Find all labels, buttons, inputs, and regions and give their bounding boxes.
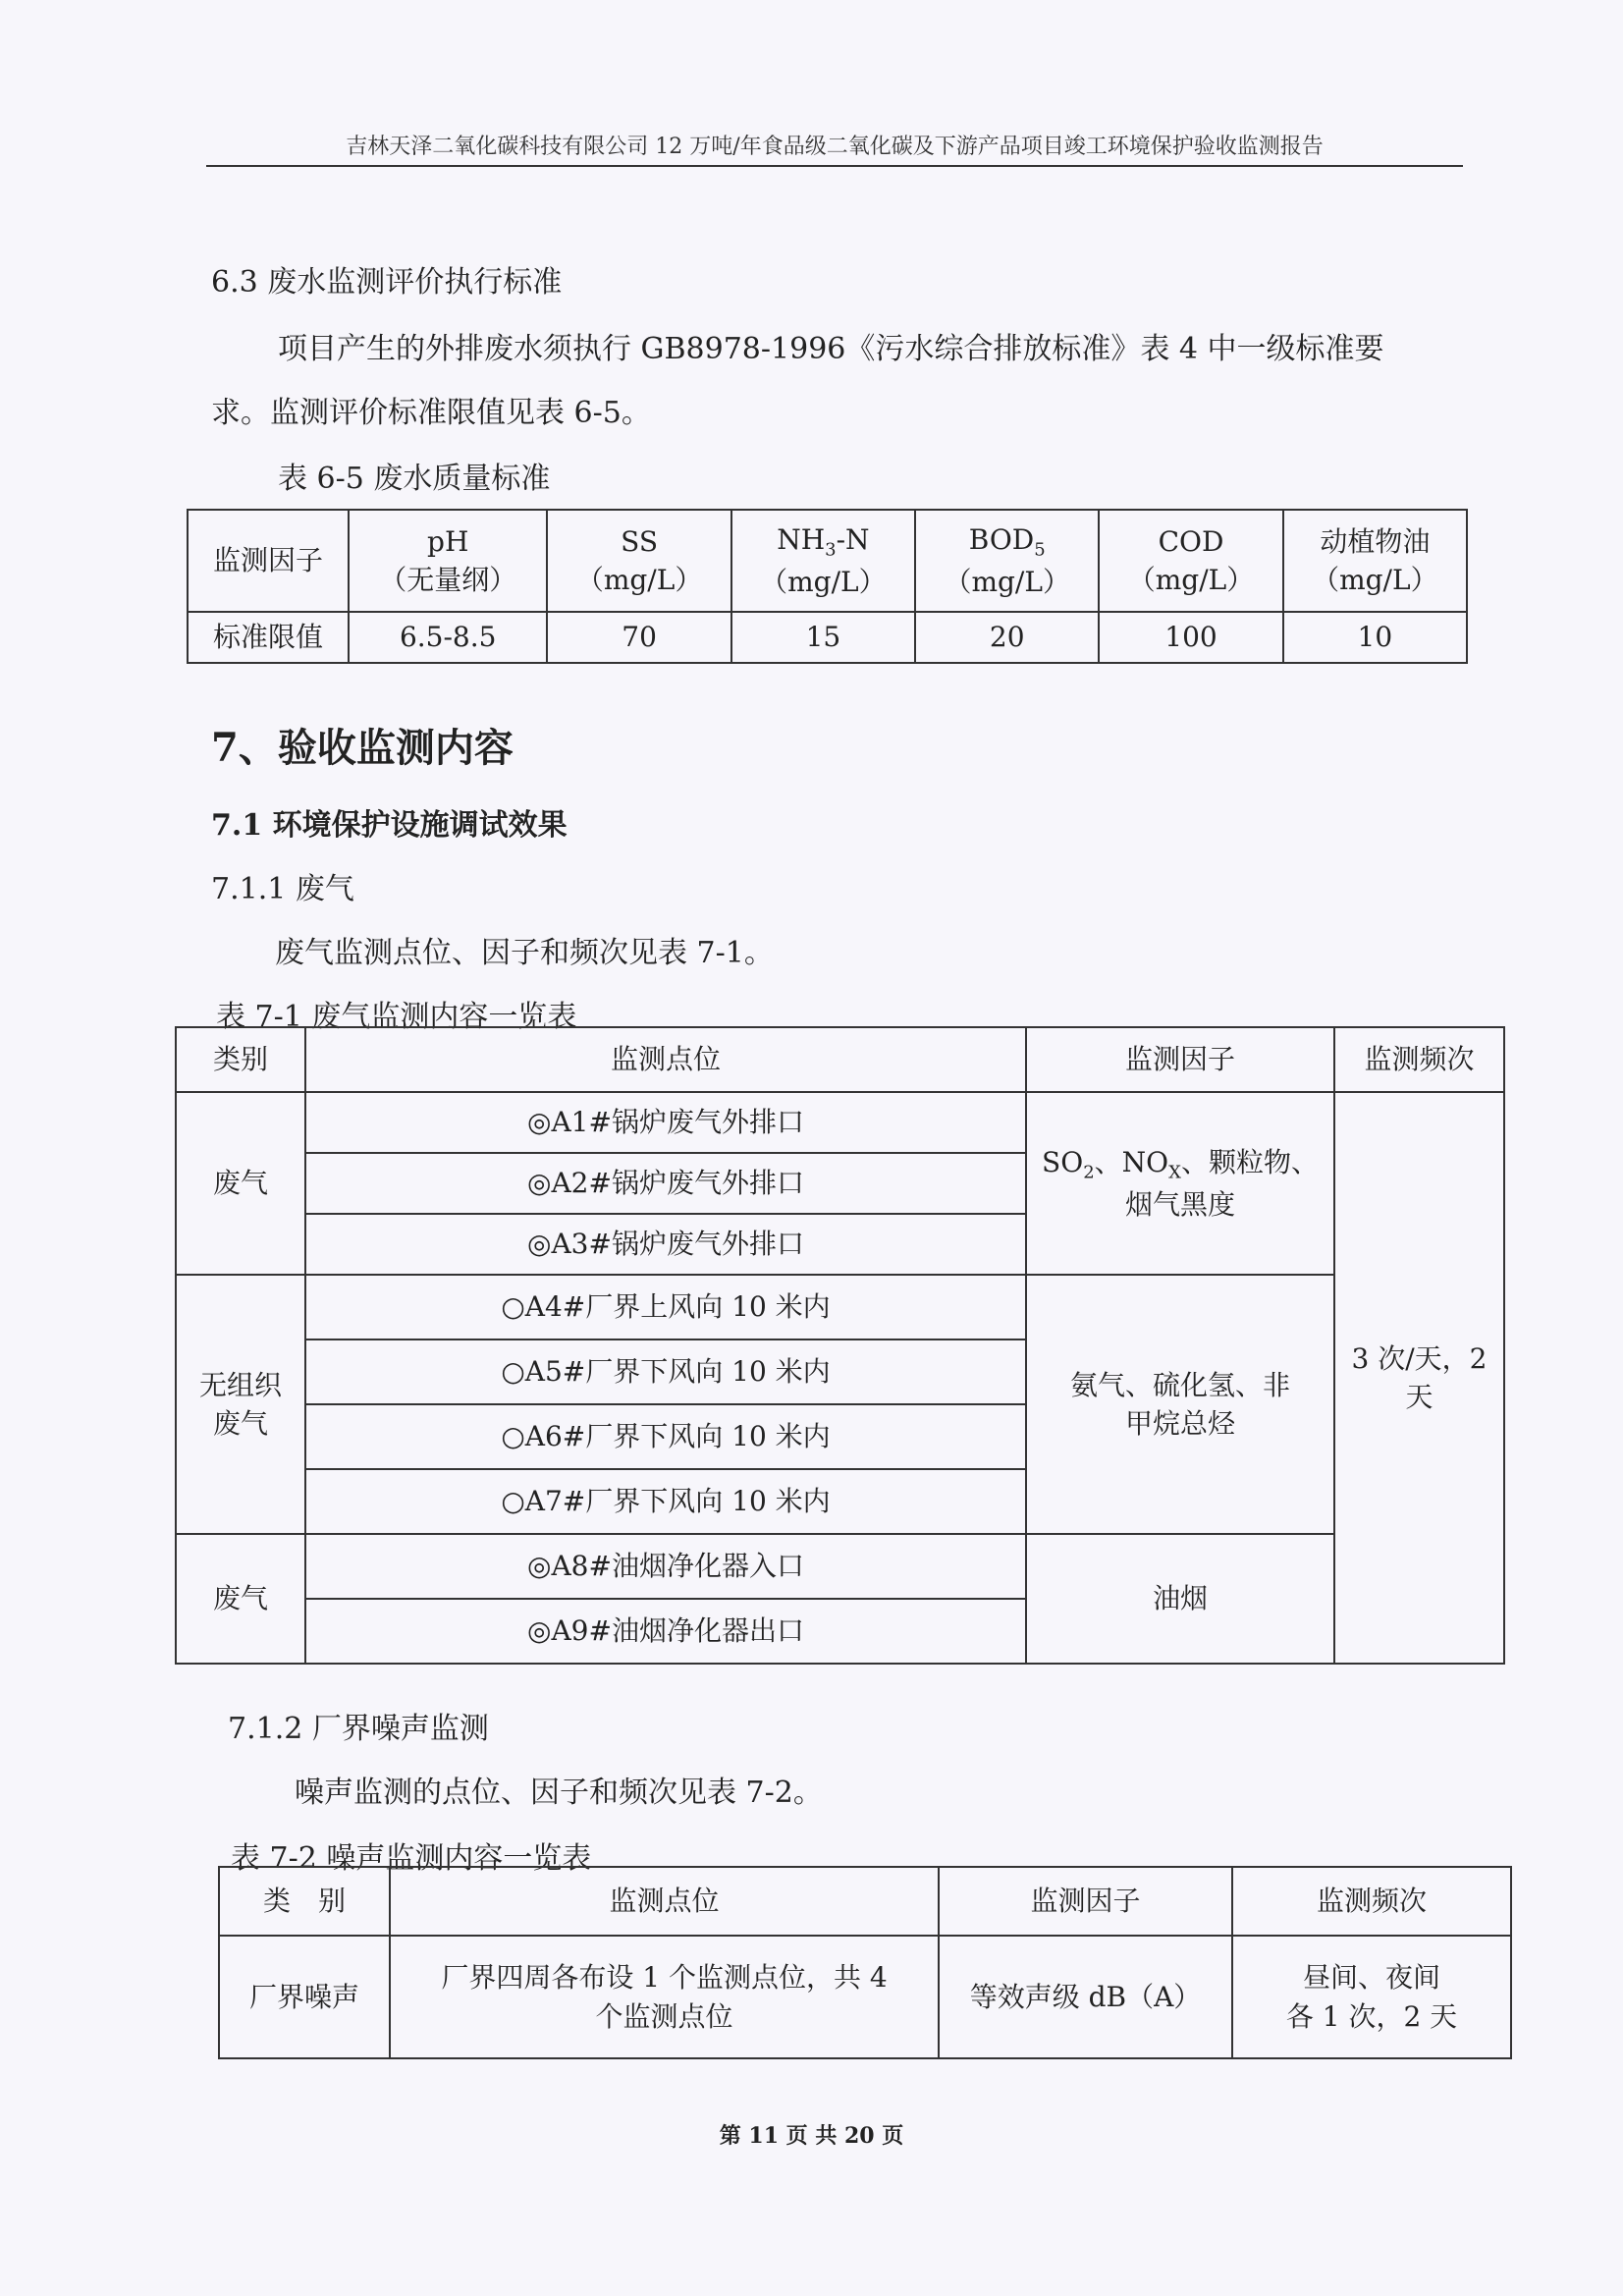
table-6-5: [187, 509, 1468, 664]
section-7-1-heading: 7.1 环境保护设施调试效果: [211, 808, 568, 843]
t71-point-a4: ○A4#厂界上风向 10 米内: [305, 1275, 1026, 1339]
t72-header-category: 类 别: [219, 1867, 390, 1936]
t71-header-point: 监测点位: [305, 1027, 1026, 1092]
t72-header-factor: 监测因子: [939, 1867, 1232, 1936]
t71-point-a2: ◎A2#锅炉废气外排口: [305, 1153, 1026, 1214]
section-6-3-paragraph-line2: 求。监测评价标准限值见表 6-5。: [211, 396, 651, 430]
limit-bod5: 20: [915, 612, 1099, 663]
limit-ss: 70: [547, 612, 730, 663]
t72-frequency: 昼间、夜间 各 1 次，2 天: [1232, 1936, 1511, 2058]
t71-point-a1: ◎A1#锅炉废气外排口: [305, 1092, 1026, 1153]
t72-point: 厂界四周各布设 1 个监测点位，共 4 个监测点位: [390, 1936, 939, 2058]
row-header-factor: 监测因子: [188, 510, 349, 612]
t71-factor-fume: 油烟: [1026, 1534, 1334, 1664]
col-ss: SS （mg/L）: [547, 510, 730, 612]
col-bod5: $BOD_5$ （mg/L）: [915, 510, 1099, 612]
table-6-5-caption: 表 6-5 废水质量标准: [278, 462, 551, 496]
table-7-1-caption: 表 7-1 废气监测内容一览表: [216, 1000, 577, 1034]
t71-header-frequency: 监测频次: [1334, 1027, 1504, 1092]
col-oil: 动植物油 （mg/L）: [1283, 510, 1467, 612]
t72-header-point: 监测点位: [390, 1867, 939, 1936]
page-number: 第 11 页 共 20 页: [719, 2123, 904, 2149]
col-cod: COD （mg/L）: [1099, 510, 1282, 612]
t71-category-fume: 废气: [176, 1534, 305, 1664]
t71-point-a3: ◎A3#锅炉废气外排口: [305, 1214, 1026, 1275]
t71-point-a8: ◎A8#油烟净化器入口: [305, 1534, 1026, 1599]
t71-category-exhaust: 废气: [176, 1092, 305, 1275]
table-7-2: [218, 1866, 1512, 2059]
header-rule: [206, 165, 1463, 167]
section-6-3-heading: 6.3 废水监测评价执行标准: [211, 265, 563, 300]
t71-point-a9: ◎A9#油烟净化器出口: [305, 1599, 1026, 1664]
report-header: 吉林天泽二氧化碳科技有限公司 12 万吨/年食品级二氧化碳及下游产品项目竣工环境保护验收监测报告: [346, 135, 1324, 159]
section-7-1-1-paragraph: 废气监测点位、因子和频次见表 7-1。: [275, 936, 774, 970]
t72-category: 厂界噪声: [219, 1936, 390, 2058]
t71-factor-boiler: $SO_2$、$NO_X$、颗粒物、 烟气黑度: [1026, 1092, 1334, 1275]
t71-header-factor: 监测因子: [1026, 1027, 1334, 1092]
section-6-3-paragraph-line1: 项目产生的外排废水须执行 GB8978-1996《污水综合排放标准》表 4 中一级标准要: [278, 332, 1384, 366]
section-7-heading: 7、验收监测内容: [211, 725, 514, 771]
table-7-1: [175, 1026, 1505, 1665]
t72-header-frequency: 监测频次: [1232, 1867, 1511, 1936]
t72-factor: 等效声级 dB（A）: [939, 1936, 1232, 2058]
section-7-1-2-paragraph: 噪声监测的点位、因子和频次见表 7-2。: [295, 1776, 823, 1810]
t71-factor-fugitive: 氨气、硫化氢、非 甲烷总烃: [1026, 1275, 1334, 1534]
section-7-1-1-heading: 7.1.1 废气: [211, 872, 354, 906]
section-7-1-2-heading: 7.1.2 厂界噪声监测: [228, 1712, 489, 1746]
t71-point-a7: ○A7#厂界下风向 10 米内: [305, 1469, 1026, 1534]
col-nh3n: $NH_3-N$ （mg/L）: [731, 510, 915, 612]
limit-nh3n: 15: [731, 612, 915, 663]
row-header-limit: 标准限值: [188, 612, 349, 663]
t71-header-category: 类别: [176, 1027, 305, 1092]
t71-point-a6: ○A6#厂界下风向 10 米内: [305, 1404, 1026, 1469]
table-7-2-caption: 表 7-2 噪声监测内容一览表: [231, 1841, 592, 1876]
limit-ph: 6.5-8.5: [349, 612, 547, 663]
t71-frequency: 3 次/天，2 天: [1334, 1092, 1504, 1664]
limit-cod: 100: [1099, 612, 1282, 663]
limit-oil: 10: [1283, 612, 1467, 663]
col-ph: pH （无量纲）: [349, 510, 547, 612]
t71-point-a5: ○A5#厂界下风向 10 米内: [305, 1339, 1026, 1404]
t71-category-fugitive: 无组织 废气: [176, 1275, 305, 1534]
